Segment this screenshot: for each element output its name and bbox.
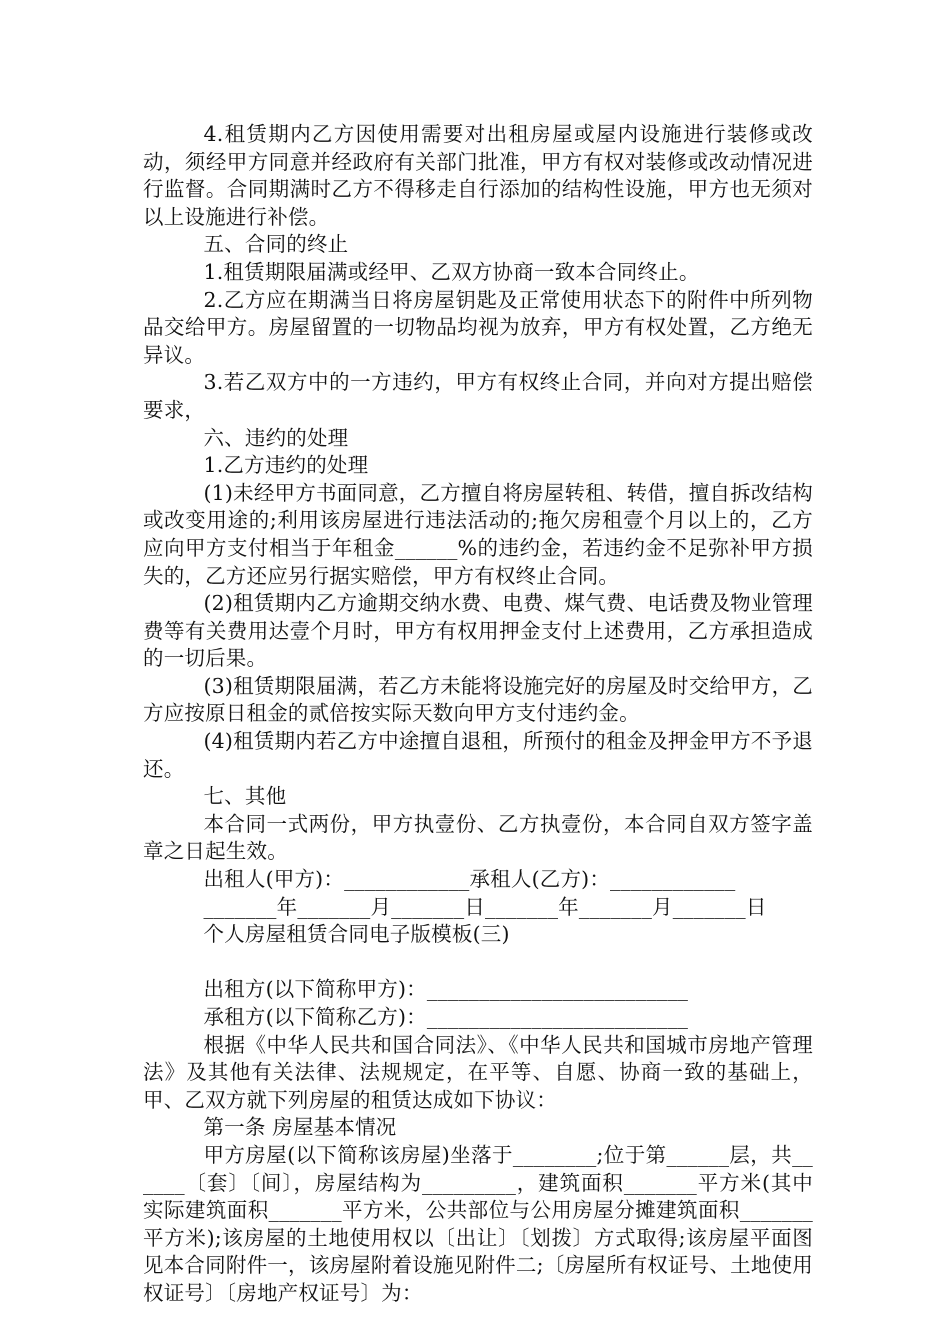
clause-6-1-item-1: (1)未经甲方书面同意，乙方擅自将房屋转租、转借，擅自拆改结构或改变用途的;利用该房屋进行违法活动的;拖欠房租壹个月以上的，乙方应向甲方支付相当于年租金______%的违约金，若违约金不足弥补甲方损失的，乙方还应另行据实赔偿，甲方有权终止合同。 xyxy=(143,480,813,588)
date-line: _______年_______月_______日_______年_______月_______日 xyxy=(203,894,767,919)
lessee-line: 承租方(以下简称乙方)：_________________________ xyxy=(203,1005,689,1029)
section-7-heading: 七、其他 xyxy=(203,784,287,809)
article-1-heading: 第一条 房屋基本情况 xyxy=(203,1115,397,1140)
lessor-line: 出租方(以下简称甲方)：_________________________ xyxy=(203,977,689,1002)
blank-line xyxy=(143,949,813,977)
clause-6-1-item-4: (4)租赁期内若乙方中途擅自退租，所预付的租金及押金甲方不予退还。 xyxy=(143,729,813,781)
section-6-heading: 六、违约的处理 xyxy=(203,425,349,450)
clause-5-3: 3.若乙双方中的一方违约，甲方有权终止合同，并向对方提出赔偿要求， xyxy=(143,370,813,422)
clause-4-renovation: 4.租赁期内乙方因使用需要对出租房屋或屋内设施进行装修或改动，须经甲方同意并经政府有关部门批准，甲方有权对装修或改动情况进行监督。合同期满时乙方不得移走自行添加的结构性设施，甲方也无须对以上设施进行补偿。 xyxy=(143,122,813,229)
template-3-title: 个人房屋租赁合同电子版模板(三) xyxy=(203,922,510,947)
clause-6-1-item-2: (2)租赁期内乙方逾期交纳水费、电费、煤气费、电话费及物业管理费等有关费用达壹个月时，甲方有权用押金支付上述费用，乙方承担造成的一切后果。 xyxy=(143,591,813,671)
clause-7-text: 本合同一式两份，甲方执壹份、乙方执壹份，本合同自双方签字盖章之日起生效。 xyxy=(143,811,813,864)
clause-5-1: 1.租赁期限届满或经甲、乙双方协商一致本合同终止。 xyxy=(203,259,700,284)
clause-6-1: 1.乙方违约的处理 xyxy=(203,453,369,478)
legal-basis-paragraph: 根据《中华人民共和国合同法》、《中华人民共和国城市房地产管理法》及其他有关法律、法规规定，在平等、自愿、协商一致的基础上，甲、乙双方就下列房屋的租赁达成如下协议： xyxy=(143,1032,813,1112)
contract-text xyxy=(143,121,813,1308)
signature-line: 出租人(甲方)：____________承租人(乙方)：____________ xyxy=(203,867,736,892)
clause-6-1-item-3: (3)租赁期限届满，若乙方未能将设施完好的房屋及时交给甲方，乙方应按原日租金的贰倍按实际天数向甲方支付违约金。 xyxy=(143,673,813,726)
section-5-heading: 五、合同的终止 xyxy=(203,232,349,257)
clause-5-2: 2.乙方应在期满当日将房屋钥匙及正常使用状态下的附件中所列物品交给甲方。房屋留置的一切物品均视为放弃，甲方有权处置，乙方绝无异议。 xyxy=(143,287,813,367)
article-1-text: 甲方房屋(以下简称该房屋)坐落于________;位于第______层，共______〔套〕〔间〕，房屋结构为_________，建筑面积_______平方米(其中实际建筑面积_______平方米，公共部位与公用房屋分摊建筑面积_______平方米);该房屋的土地使用权以〔出让〕〔划拨〕方式取得;该房屋平面图见本合同附件一，该房屋附着设施见附件二;〔房屋所有权证号、土地使用权证号〕〔房地产权证号〕为： xyxy=(143,1142,813,1305)
